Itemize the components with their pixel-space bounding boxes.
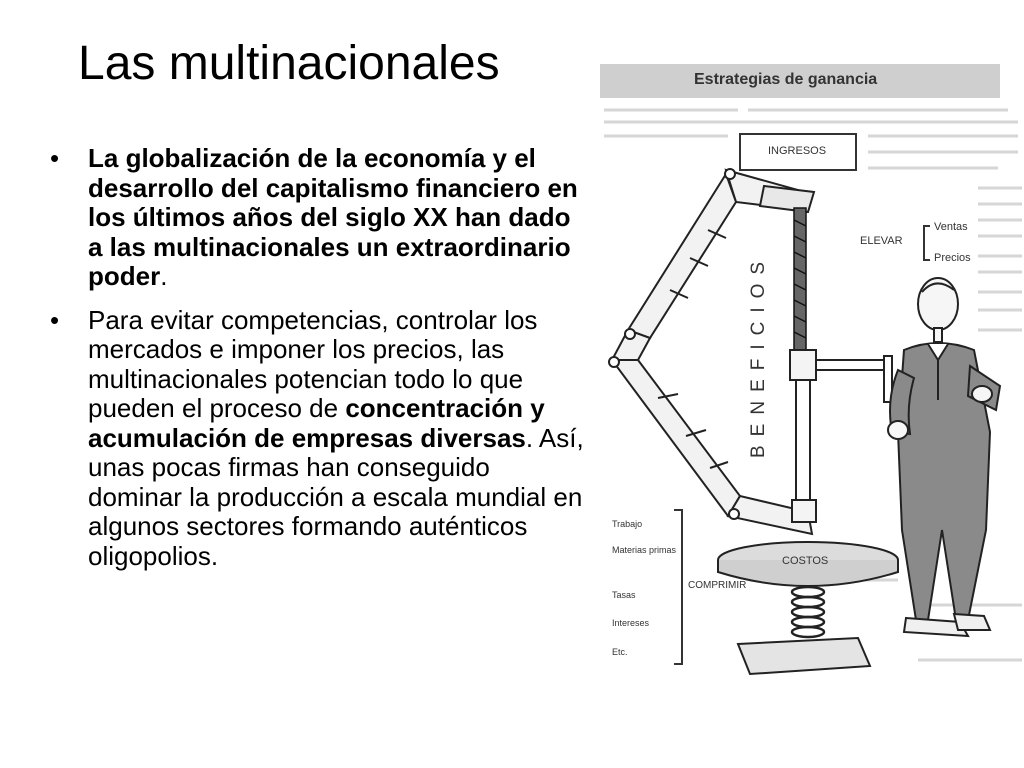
profit-strategy-illustration bbox=[598, 60, 1024, 686]
cost-item-materias-primas: Materias primas bbox=[612, 545, 677, 555]
bullet-list bbox=[50, 144, 590, 585]
bullet-1-bold-text: La globalización de la economía y el desarrollo del capitalismo financiero en los últimos años del siglo XX han dado a las multinacionales un extraordinario poder bbox=[88, 143, 578, 291]
bullet-2-bold-text: concentración y acumulación de empresas diversas bbox=[88, 393, 545, 453]
ingresos-label: INGRESOS bbox=[768, 145, 827, 157]
column-collar bbox=[790, 350, 816, 380]
figure-header: Estrategias de ganancia bbox=[694, 71, 878, 88]
cost-item-etc: Etc. bbox=[612, 647, 628, 657]
bullet-1-tail: . bbox=[160, 261, 168, 291]
bullet-2-text-start: Para evitar competencias, controlar los mercados e imponer los precios, las multinacionales potencian todo lo que pueden el proceso de bbox=[88, 304, 538, 423]
elevar-label: ELEVAR bbox=[860, 235, 903, 247]
bullet-marker: • bbox=[50, 143, 60, 173]
precios-label: Precios bbox=[934, 252, 971, 264]
beneficios-label: BENEFICIOS bbox=[748, 252, 769, 458]
cost-item-trabajo: Trabajo bbox=[612, 519, 643, 529]
ventas-label: Ventas bbox=[934, 221, 968, 233]
costos-label: COSTOS bbox=[782, 555, 829, 567]
bullet-item-oligopolios bbox=[50, 306, 590, 572]
crank-arm bbox=[816, 360, 890, 370]
comprimir-label: COMPRIMIR bbox=[688, 580, 747, 591]
cost-item-tasas: Tasas bbox=[612, 590, 636, 600]
column-base-block bbox=[792, 500, 816, 522]
cost-item-intereses: Intereses bbox=[612, 618, 650, 628]
slide-title: Las multinacionales bbox=[78, 37, 500, 90]
bullet-2-text-end: . Así, unas pocas firmas han conseguido dominar la producción a escala mundial en algunos sectores formando auténticos oligopolios. bbox=[88, 422, 584, 571]
bullet-marker: • bbox=[50, 304, 60, 335]
bullet-item-globalizacion bbox=[50, 144, 590, 292]
